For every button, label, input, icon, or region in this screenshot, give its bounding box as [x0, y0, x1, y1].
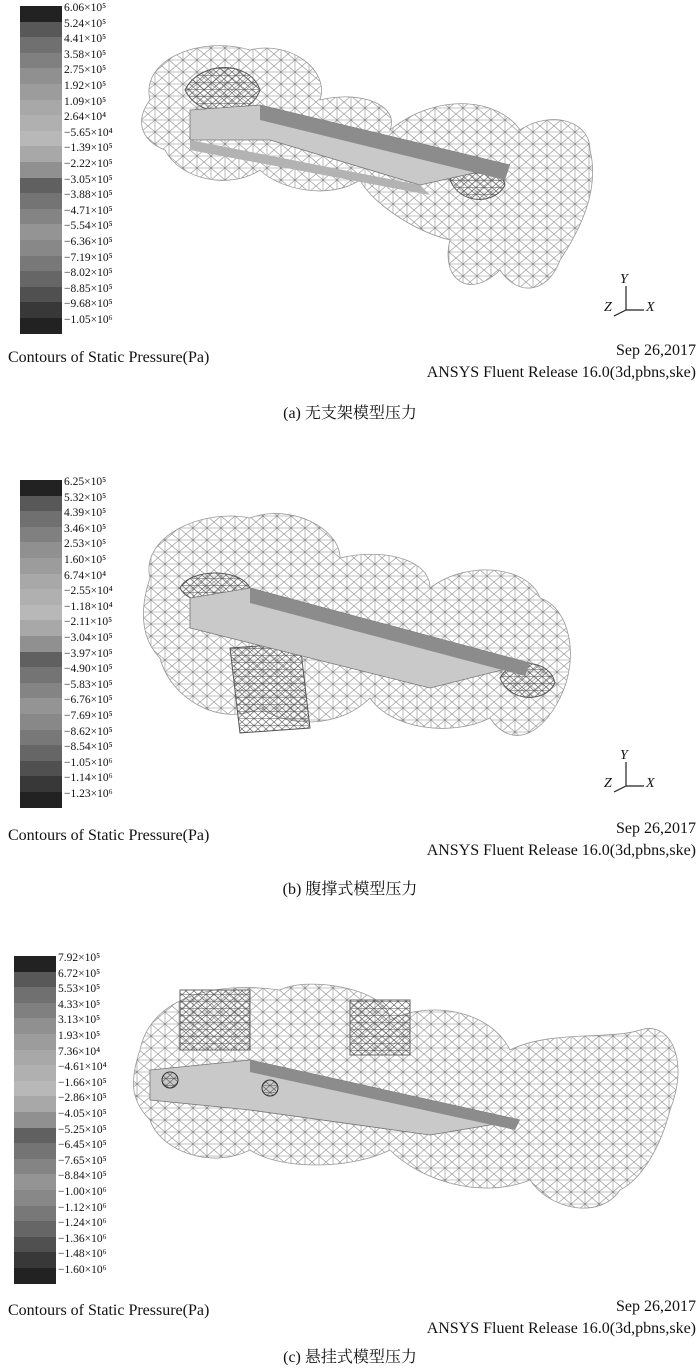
legend-tick-label: 6.25×10⁵	[64, 476, 107, 488]
legend-tick-label: −7.69×10⁵	[64, 710, 113, 722]
legend-swatch	[14, 1065, 56, 1081]
legend-swatch	[14, 1034, 56, 1050]
legend-tick-label: −8.85×10⁵	[64, 282, 113, 295]
legend-tick-label: 1.09×10⁵	[64, 95, 107, 108]
legend-swatch	[20, 667, 62, 683]
legend-swatch	[20, 652, 62, 668]
legend-tick-label: −5.25×10⁵	[58, 1123, 107, 1136]
legend-tick-label: 2.53×10⁵	[64, 538, 107, 551]
legend-swatch	[20, 178, 62, 194]
footer-date: Sep 26,2017	[616, 820, 696, 837]
legend-swatch	[14, 1252, 56, 1268]
legend-tick-label: 1.92×10⁵	[64, 80, 107, 92]
legend-tick-label: −1.14×10⁶	[64, 772, 113, 785]
legend-swatch	[20, 527, 62, 543]
legend-swatch	[20, 68, 62, 84]
panel-a	[0, 0, 700, 430]
mesh-visualization-b	[130, 498, 600, 758]
legend-swatch	[20, 511, 62, 527]
legend-tick-label: −4.61×10⁴	[58, 1061, 107, 1074]
legend-tick-label: 5.32×10⁵	[64, 491, 107, 504]
legend-swatch	[20, 209, 62, 225]
legend-tick-label: −1.48×10⁶	[58, 1248, 107, 1261]
legend-tick-label: 4.33×10⁵	[58, 998, 101, 1011]
legend-tick-label: −4.71×10⁵	[64, 204, 113, 217]
legend-swatch	[14, 1018, 56, 1034]
legend-swatch	[20, 256, 62, 272]
legend-tick-label: −1.18×10⁴	[64, 600, 113, 613]
legend-swatch	[20, 589, 62, 605]
legend-swatch	[20, 542, 62, 558]
legend-tick-label: −6.76×10⁵	[64, 694, 113, 707]
legend-tick-label: −1.66×10⁵	[58, 1076, 107, 1089]
legend-swatch	[20, 745, 62, 761]
legend-swatch	[14, 1159, 56, 1175]
caption-a: (a) 无支架模型压力	[283, 405, 417, 422]
footer-date: Sep 26,2017	[616, 1298, 696, 1315]
axis-icon	[606, 272, 666, 322]
legend-swatch	[20, 131, 62, 147]
mesh-visualization-a	[120, 30, 610, 320]
legend-tick-label: 4.39×10⁵	[64, 507, 107, 520]
footer-info-b	[427, 818, 696, 862]
legend-swatch	[20, 683, 62, 699]
legend-swatch	[20, 302, 62, 318]
legend-tick-label: −2.22×10⁵	[64, 158, 113, 170]
legend-tick-label: −8.02×10⁵	[64, 267, 113, 280]
legend-swatch	[20, 714, 62, 730]
legend-swatch	[14, 1206, 56, 1222]
legend-tick-label: −1.00×10⁶	[58, 1186, 107, 1198]
legend-tick-label: −4.90×10⁵	[64, 663, 113, 676]
legend-swatch	[14, 1096, 56, 1112]
legend-tick-label: 2.64×10⁴	[64, 111, 107, 124]
legend-tick-label: −5.65×10⁴	[64, 126, 113, 139]
legend-tick-label: −4.05×10⁵	[58, 1108, 107, 1120]
legend-swatch	[20, 605, 62, 621]
axis-x-label: X	[646, 300, 655, 315]
panel-b	[0, 478, 700, 908]
legend-tick-label: 2.75×10⁵	[64, 64, 107, 77]
legend-swatch	[20, 115, 62, 131]
legend-tick-label: −2.55×10⁴	[64, 585, 113, 598]
legend-swatch	[20, 776, 62, 792]
footer-date: Sep 26,2017	[616, 342, 696, 359]
legend-tick-label: −3.97×10⁵	[64, 647, 113, 660]
legend-tick-label: 3.58×10⁵	[64, 48, 107, 61]
legend-swatch	[20, 287, 62, 303]
legend-swatch	[20, 761, 62, 777]
legend-swatch	[14, 1221, 56, 1237]
legend-tick-label: −5.54×10⁵	[64, 220, 113, 233]
legend-swatch	[20, 146, 62, 162]
legend-swatch	[14, 1081, 56, 1097]
legend-swatch	[14, 1050, 56, 1066]
legend-swatch	[20, 224, 62, 240]
legend-tick-label: −8.84×10⁵	[58, 1170, 107, 1183]
legend-swatch	[14, 956, 56, 972]
mesh-visualization-c	[130, 970, 690, 1270]
legend-tick-label: −3.04×10⁵	[64, 632, 113, 644]
legend-swatch	[20, 271, 62, 287]
legend-swatch	[20, 6, 62, 22]
legend-swatch	[20, 698, 62, 714]
legend-tick-label: −9.68×10⁵	[64, 298, 113, 311]
legend-tick-label: 5.53×10⁵	[58, 983, 101, 996]
legend-swatch	[14, 987, 56, 1003]
legend-swatch	[20, 792, 62, 808]
legend-tick-label: −1.12×10⁶	[58, 1201, 107, 1214]
footer-title-b: Contours of Static Pressure(Pa)	[8, 827, 210, 844]
legend-tick-label: 4.41×10⁵	[64, 33, 107, 46]
legend-swatch	[20, 84, 62, 100]
legend-tick-label: −1.39×10⁵	[64, 142, 113, 155]
axis-x-label: X	[646, 776, 655, 791]
legend-tick-label: 3.13×10⁵	[58, 1014, 101, 1027]
legend-swatch	[20, 730, 62, 746]
axis-z-label: Z	[604, 300, 612, 315]
legend-swatch	[20, 620, 62, 636]
footer-info-c	[427, 1296, 696, 1340]
legend-swatch	[14, 1237, 56, 1253]
legend-swatch	[20, 22, 62, 38]
legend-swatch	[20, 162, 62, 178]
panel-c	[0, 950, 700, 1371]
legend-swatch	[20, 240, 62, 256]
legend-swatch	[20, 558, 62, 574]
legend-tick-label: −1.60×10⁶	[58, 1264, 107, 1276]
legend-swatch	[20, 100, 62, 116]
legend-swatch	[20, 496, 62, 512]
legend-swatch	[14, 1143, 56, 1159]
legend-swatch	[14, 1268, 56, 1284]
legend-swatch	[20, 193, 62, 209]
caption-b: (b) 腹撑式模型压力	[282, 881, 418, 898]
legend-swatch	[20, 318, 62, 334]
legend-tick-label: −3.05×10⁵	[64, 173, 113, 186]
legend-tick-label: −1.24×10⁶	[58, 1217, 107, 1230]
legend-tick-label: 6.72×10⁵	[58, 967, 101, 980]
axis-triad-a	[606, 272, 666, 322]
footer-title-a: Contours of Static Pressure(Pa)	[8, 349, 210, 366]
legend-tick-label: −5.83×10⁵	[64, 678, 113, 691]
legend-tick-label: −7.65×10⁵	[58, 1154, 107, 1167]
axis-icon	[606, 748, 666, 798]
legend-swatch	[14, 1190, 56, 1206]
legend-swatch	[14, 1128, 56, 1144]
footer-info-a	[427, 340, 696, 384]
legend-swatch	[20, 480, 62, 496]
legend-tick-label: −1.05×10⁶	[64, 314, 113, 326]
legend-tick-label: −1.05×10⁶	[64, 756, 113, 769]
axis-z-label: Z	[604, 776, 612, 791]
legend-swatch	[20, 636, 62, 652]
legend-swatch	[14, 972, 56, 988]
axis-y-label: Y	[620, 272, 628, 287]
axis-y-label: Y	[620, 748, 628, 763]
legend-tick-label: 7.36×10⁴	[58, 1045, 101, 1058]
legend-tick-label: 5.24×10⁵	[64, 17, 107, 30]
legend-tick-label: 6.06×10⁵	[64, 2, 107, 14]
caption-c: (c) 悬挂式模型压力	[283, 1349, 417, 1366]
legend-tick-label: −6.45×10⁵	[58, 1139, 107, 1152]
legend-tick-label: 1.93×10⁵	[58, 1030, 101, 1042]
legend-tick-label: −8.62×10⁵	[64, 725, 113, 738]
legend-tick-label: −3.88×10⁵	[64, 189, 113, 202]
footer-title-c: Contours of Static Pressure(Pa)	[8, 1302, 210, 1319]
footer-software: ANSYS Fluent Release 16.0(3d,pbns,ske)	[426, 364, 696, 381]
axis-triad-b	[606, 748, 666, 798]
legend-tick-label: 1.60×10⁵	[64, 554, 107, 566]
legend-swatch	[20, 37, 62, 53]
legend-swatch	[20, 53, 62, 69]
legend-tick-label: −1.36×10⁶	[58, 1232, 107, 1245]
legend-tick-label: −7.19×10⁵	[64, 251, 113, 264]
legend-tick-label: 7.92×10⁵	[58, 952, 101, 964]
footer-software: ANSYS Fluent Release 16.0(3d,pbns,ske)	[426, 1320, 696, 1337]
legend-tick-label: −2.86×10⁵	[58, 1092, 107, 1105]
legend-tick-label: −2.11×10⁵	[64, 616, 113, 629]
legend-swatch	[14, 1003, 56, 1019]
legend-swatch	[14, 1112, 56, 1128]
legend-tick-label: −1.23×10⁶	[64, 788, 113, 800]
legend-tick-label: −8.54×10⁵	[64, 741, 113, 754]
legend-tick-label: 3.46×10⁵	[64, 522, 107, 535]
footer-software: ANSYS Fluent Release 16.0(3d,pbns,ske)	[426, 842, 696, 859]
legend-tick-label: −6.36×10⁵	[64, 236, 113, 248]
legend-swatch	[20, 574, 62, 590]
legend-swatch	[14, 1174, 56, 1190]
legend-tick-label: 6.74×10⁴	[64, 569, 107, 582]
